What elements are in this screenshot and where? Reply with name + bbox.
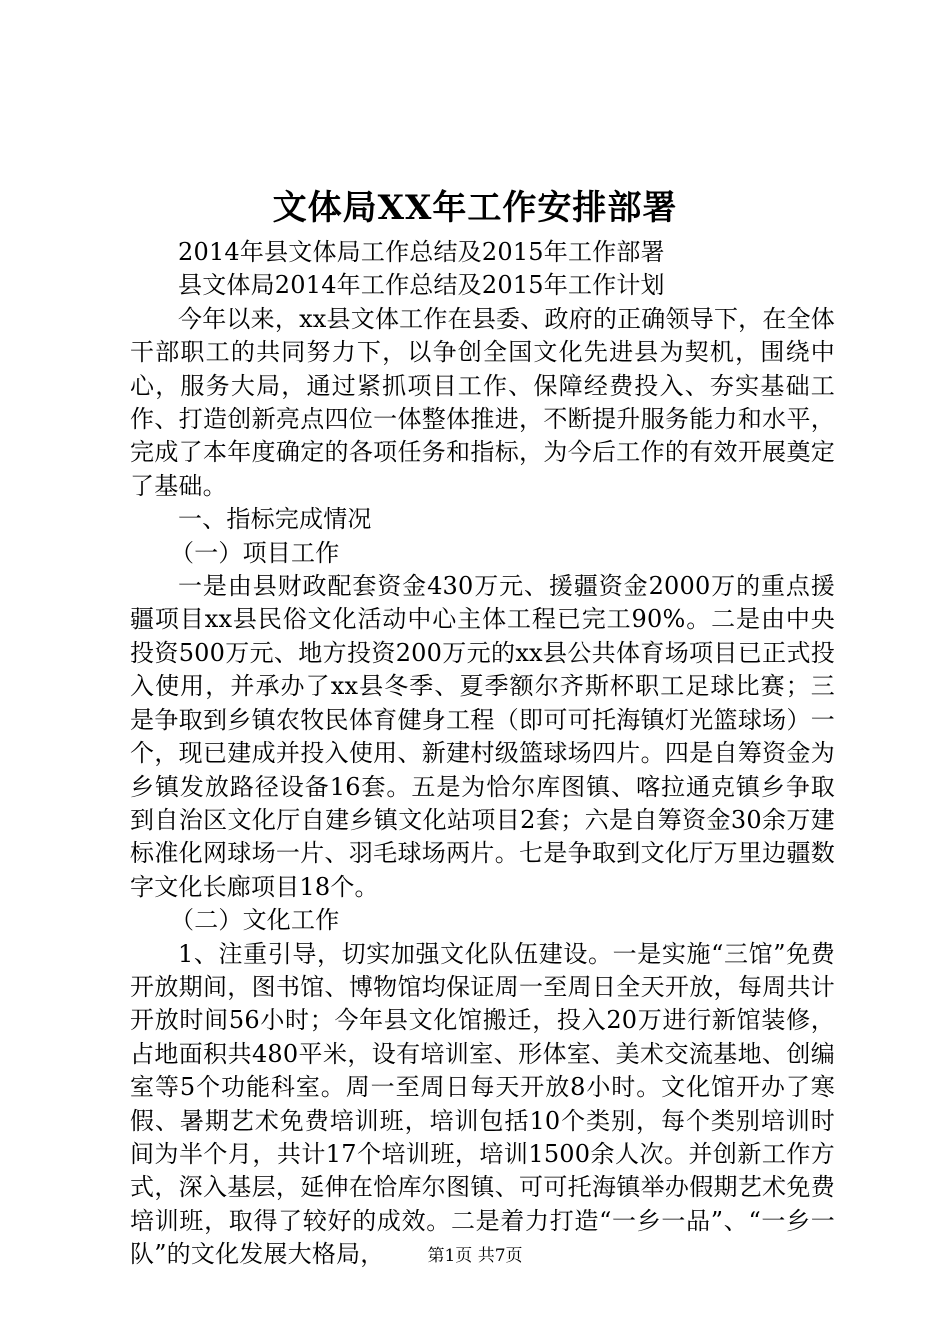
projects-paragraph: 一是由县财政配套资金430万元、援疆资金2000万的重点援疆项目xx县民俗文化活动中心主体工程已完工90%。二是由中央投资500万元、地方投资200万元的xx县公共体育场项目已正式投入使用，并承办了xx县冬季、夏季额尔齐斯杯职工足球比赛；三是争取到乡镇农牧民体育健身工程（即可可托海镇灯光篮球场）一个，现已建成并投入使用、新建村级篮球场四片。四是自筹资金为乡镇发放路径设备16套。五是为恰尔库图镇、喀拉通克镇乡争取到自治区文化厅自建乡镇文化站项目2套；六是自筹资金30余万建标准化网球场一片、羽毛球场两片。七是争取到文化厅万里边疆数字文化长廊项目18个。 xyxy=(130,572,835,901)
subtitle-summary: 2014年县文体局工作总结及2015年工作部署 xyxy=(178,238,665,266)
subtitle-plan: 县文体局2014年工作总结及2015年工作计划 xyxy=(178,271,665,300)
page-number-footer: 第1页 共7页 xyxy=(427,1246,523,1266)
culture-paragraph: 1、注重引导，切实加强文化队伍建设。一是实施“三馆”免费开放期间，图书馆、博物馆均保证周一至周日全天开放，每周共计开放时间56小时；今年县文化馆搬迁，投入20万进行新馆装修，占地面积共480平米，设有培训室、形体室、美术交流基地、创编室等5个功能科室。周一至周日每天开放8小时。文化馆开办了寒假、暑期艺术免费培训班，培训包括10个类别，每个类别培训时间为半个月，共计17个培训班，培训1500余人次。并创新工作方式，深入基层，延伸在恰库尔图镇、可可托海镇举办假期艺术免费培训班，取得了较好的成效。二是着力打造“一乡一品”、“一乡一队”的文化发展大格局， xyxy=(130,939,835,1269)
section-heading-indicators: 一、指标完成情况 xyxy=(178,505,372,534)
subsection-heading-projects: （一）项目工作 xyxy=(170,538,340,567)
document-body xyxy=(130,236,835,1272)
subsection-heading-culture: （二）文化工作 xyxy=(170,906,340,935)
document-title: 文体局XX年工作安排部署 xyxy=(272,188,678,228)
intro-paragraph: 今年以来，xx县文体工作在县委、政府的正确领导下，在全体干部职工的共同努力下，以争创全国文化先进县为契机，围绕中心，服务大局，通过紧抓项目工作、保障经费投入、夯实基础工作、打造创新亮点四位一体整体推进，不断提升服务能力和水平，完成了本年度确定的各项任务和指标，为今后工作的有效开展奠定了基础。 xyxy=(130,304,835,500)
